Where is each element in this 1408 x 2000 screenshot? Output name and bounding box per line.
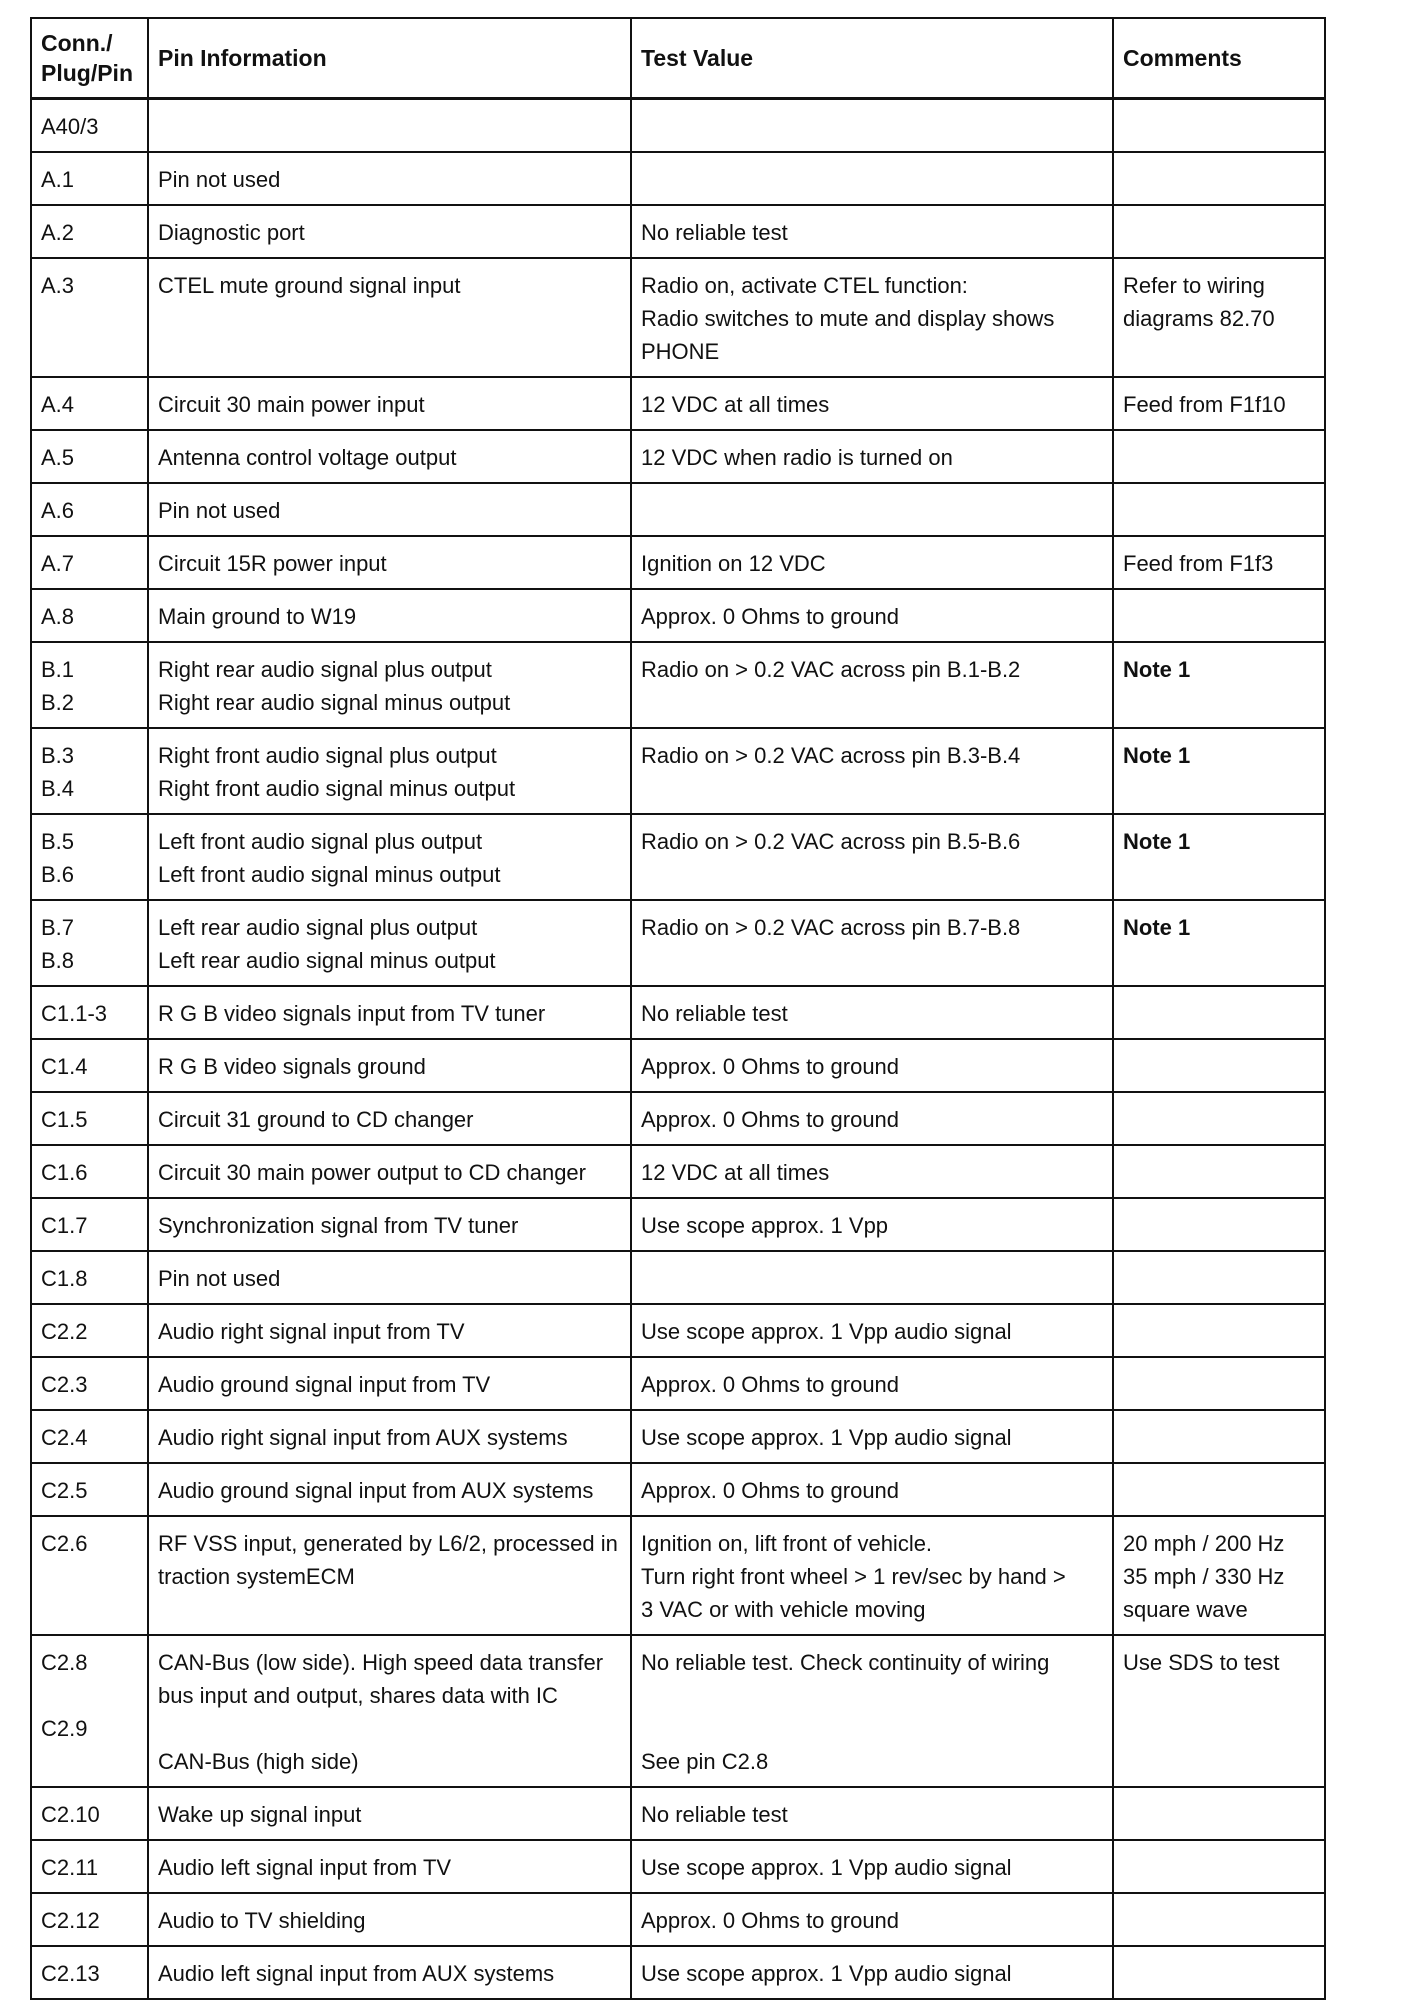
cell-pin-information xyxy=(148,1357,631,1410)
cell-pin-information-line: Antenna control voltage output xyxy=(158,445,457,470)
table-row xyxy=(31,1145,1325,1198)
cell-conn-pin xyxy=(31,377,148,430)
cell-comments-line xyxy=(1123,216,1316,249)
cell-pin-information-line xyxy=(158,110,622,143)
cell-test-value xyxy=(631,152,1113,205)
cell-pin-information-line: Audio left signal input from TV xyxy=(158,1855,452,1880)
cell-conn-pin-line: C1.8 xyxy=(41,1266,88,1291)
cell-pin-information-line: Wake up signal input xyxy=(158,1802,362,1827)
header-conn-line-1: Conn./ xyxy=(41,30,113,56)
cell-comments xyxy=(1113,1840,1325,1893)
cell-test-value xyxy=(631,1463,1113,1516)
table-row xyxy=(31,536,1325,589)
cell-pin-information-line: Circuit 31 ground to CD changer xyxy=(158,1107,474,1132)
header-test-value: Test Value xyxy=(631,18,1113,99)
cell-test-value-line: Radio on > 0.2 VAC across pin B.3-B.4 xyxy=(641,743,1021,768)
cell-test-value-line: No reliable test xyxy=(641,1001,788,1026)
cell-pin-information xyxy=(148,1039,631,1092)
cell-pin-information xyxy=(148,430,631,483)
cell-pin-information-line: R G B video signals input from TV tuner xyxy=(158,1001,546,1026)
cell-comments-line xyxy=(1123,110,1316,143)
cell-comments xyxy=(1113,377,1325,430)
cell-comments-line xyxy=(1123,1103,1316,1136)
cell-pin-information-line: Main ground to W19 xyxy=(158,604,357,629)
cell-conn-pin-line: C2.8 xyxy=(41,1650,88,1675)
cell-conn-pin-line: C1.7 xyxy=(41,1213,88,1238)
cell-comments-line: Use SDS to test xyxy=(1123,1650,1280,1675)
table-row xyxy=(31,152,1325,205)
cell-pin-information-line: Right front audio signal minus output xyxy=(158,776,516,801)
cell-test-value-line: Approx. 0 Ohms to ground xyxy=(641,1054,900,1079)
cell-comments xyxy=(1113,152,1325,205)
cell-test-value xyxy=(631,1893,1113,1946)
cell-conn-pin xyxy=(31,900,148,986)
table-row xyxy=(31,258,1325,377)
cell-test-value-line: No reliable test xyxy=(641,1802,788,1827)
cell-test-value xyxy=(631,1410,1113,1463)
cell-comments-line: Note 1 xyxy=(1123,743,1191,768)
cell-test-value xyxy=(631,814,1113,900)
table-row xyxy=(31,1251,1325,1304)
table-row xyxy=(31,377,1325,430)
cell-pin-information xyxy=(148,589,631,642)
cell-pin-information-line xyxy=(158,1712,622,1745)
cell-pin-information xyxy=(148,1840,631,1893)
cell-conn-pin-line: B.1 xyxy=(41,657,75,682)
cell-comments-line: Feed from F1f10 xyxy=(1123,392,1286,417)
cell-conn-pin xyxy=(31,1357,148,1410)
cell-test-value xyxy=(631,1198,1113,1251)
cell-test-value xyxy=(631,1357,1113,1410)
table-row xyxy=(31,900,1325,986)
cell-pin-information-line: Left front audio signal minus output xyxy=(158,862,501,887)
cell-conn-pin xyxy=(31,1840,148,1893)
cell-test-value-line: Use scope approx. 1 Vpp audio signal xyxy=(641,1855,1012,1880)
table-row xyxy=(31,1092,1325,1145)
header-pin-information: Pin Information xyxy=(148,18,631,99)
cell-conn-pin-line: B.3 xyxy=(41,743,75,768)
cell-comments xyxy=(1113,483,1325,536)
cell-conn-pin xyxy=(31,986,148,1039)
cell-test-value-line: Approx. 0 Ohms to ground xyxy=(641,1478,900,1503)
cell-pin-information-line: Audio left signal input from AUX systems xyxy=(158,1961,555,1986)
cell-test-value-line xyxy=(641,1679,1104,1712)
cell-pin-information-line: Right front audio signal plus output xyxy=(158,743,497,768)
table-row xyxy=(31,814,1325,900)
cell-comments xyxy=(1113,205,1325,258)
cell-comments-line: 20 mph / 200 Hz xyxy=(1123,1531,1285,1556)
cell-comments xyxy=(1113,1092,1325,1145)
cell-test-value-line: Approx. 0 Ohms to ground xyxy=(641,1107,900,1132)
cell-pin-information xyxy=(148,1516,631,1635)
cell-test-value xyxy=(631,1946,1113,1999)
cell-test-value-line: 12 VDC when radio is turned on xyxy=(641,445,953,470)
cell-pin-information xyxy=(148,536,631,589)
cell-pin-information-line: Left rear audio signal minus output xyxy=(158,948,496,973)
cell-comments xyxy=(1113,1787,1325,1840)
table-row xyxy=(31,1635,1325,1787)
cell-pin-information xyxy=(148,205,631,258)
cell-comments-line xyxy=(1123,1904,1316,1937)
cell-pin-information xyxy=(148,986,631,1039)
cell-pin-information xyxy=(148,1198,631,1251)
cell-conn-pin-line: A.2 xyxy=(41,220,75,245)
cell-comments xyxy=(1113,258,1325,377)
cell-pin-information xyxy=(148,900,631,986)
cell-pin-information-line: Audio right signal input from TV xyxy=(158,1319,465,1344)
cell-comments-line: Feed from F1f3 xyxy=(1123,551,1274,576)
cell-comments-line xyxy=(1123,1368,1316,1401)
cell-pin-information xyxy=(148,1145,631,1198)
cell-conn-pin-line: B.8 xyxy=(41,948,75,973)
cell-test-value-line: No reliable test xyxy=(641,220,788,245)
cell-comments-line xyxy=(1123,1957,1316,1990)
cell-comments xyxy=(1113,1304,1325,1357)
cell-comments xyxy=(1113,814,1325,900)
table-row xyxy=(31,1787,1325,1840)
table-row xyxy=(31,1463,1325,1516)
cell-pin-information xyxy=(148,483,631,536)
cell-test-value xyxy=(631,1251,1113,1304)
cell-conn-pin xyxy=(31,99,148,153)
table-row xyxy=(31,99,1325,153)
cell-conn-pin xyxy=(31,483,148,536)
cell-test-value xyxy=(631,430,1113,483)
cell-comments-line xyxy=(1123,494,1316,527)
cell-conn-pin-line: C2.4 xyxy=(41,1425,88,1450)
cell-conn-pin xyxy=(31,1635,148,1787)
cell-conn-pin-line: B.4 xyxy=(41,776,75,801)
cell-conn-pin-line: A40/3 xyxy=(41,114,99,139)
table-row xyxy=(31,1893,1325,1946)
cell-conn-pin-line: B.2 xyxy=(41,690,75,715)
cell-conn-pin xyxy=(31,728,148,814)
cell-comments-line xyxy=(1123,997,1316,1030)
cell-pin-information-line: Circuit 30 main power input xyxy=(158,392,425,417)
cell-test-value xyxy=(631,728,1113,814)
cell-conn-pin xyxy=(31,152,148,205)
header-conn-plug-pin xyxy=(31,18,148,99)
header-comments: Comments xyxy=(1113,18,1325,99)
cell-conn-pin xyxy=(31,1946,148,1999)
cell-pin-information-line: CAN-Bus (low side). High speed data transfer xyxy=(158,1650,604,1675)
cell-pin-information xyxy=(148,1092,631,1145)
cell-test-value-line: Radio on, activate CTEL function: xyxy=(641,273,968,298)
cell-pin-information-line: traction systemECM xyxy=(158,1564,355,1589)
table-header-row xyxy=(31,18,1325,99)
cell-conn-pin-line: C1.4 xyxy=(41,1054,88,1079)
cell-pin-information xyxy=(148,1787,631,1840)
cell-pin-information xyxy=(148,642,631,728)
cell-conn-pin xyxy=(31,814,148,900)
cell-pin-information-line: Audio ground signal input from TV xyxy=(158,1372,491,1397)
cell-test-value xyxy=(631,642,1113,728)
cell-comments xyxy=(1113,1635,1325,1787)
cell-conn-pin xyxy=(31,1893,148,1946)
cell-comments xyxy=(1113,1357,1325,1410)
cell-conn-pin-line: C2.2 xyxy=(41,1319,88,1344)
cell-conn-pin xyxy=(31,1039,148,1092)
cell-test-value-line xyxy=(641,1262,1104,1295)
cell-pin-information-line: RF VSS input, generated by L6/2, processed in xyxy=(158,1531,618,1556)
cell-pin-information-line: Left front audio signal plus output xyxy=(158,829,483,854)
cell-comments-line xyxy=(1123,1798,1316,1831)
table-row xyxy=(31,1357,1325,1410)
cell-test-value xyxy=(631,536,1113,589)
cell-conn-pin-line: C2.13 xyxy=(41,1961,100,1986)
cell-conn-pin-line: C2.11 xyxy=(41,1855,99,1880)
cell-pin-information-line: Audio to TV shielding xyxy=(158,1908,366,1933)
cell-test-value-line: Approx. 0 Ohms to ground xyxy=(641,1372,900,1397)
cell-pin-information xyxy=(148,258,631,377)
cell-conn-pin xyxy=(31,205,148,258)
cell-comments xyxy=(1113,1463,1325,1516)
table-row xyxy=(31,205,1325,258)
cell-pin-information xyxy=(148,1410,631,1463)
cell-conn-pin-line: A.3 xyxy=(41,273,75,298)
cell-pin-information-line: Synchronization signal from TV tuner xyxy=(158,1213,519,1238)
cell-conn-pin-line: B.5 xyxy=(41,829,75,854)
cell-test-value-line: Radio on > 0.2 VAC across pin B.5-B.6 xyxy=(641,829,1021,854)
cell-conn-pin-line: A.6 xyxy=(41,498,75,523)
cell-pin-information-line: Right rear audio signal plus output xyxy=(158,657,492,682)
cell-test-value xyxy=(631,900,1113,986)
cell-test-value-line xyxy=(641,110,1104,143)
cell-test-value-line: Radio on > 0.2 VAC across pin B.1-B.2 xyxy=(641,657,1021,682)
cell-conn-pin-line: C1.1-3 xyxy=(41,1001,108,1026)
cell-comments-line: Note 1 xyxy=(1123,657,1191,682)
cell-test-value xyxy=(631,1635,1113,1787)
cell-test-value-line xyxy=(641,163,1104,196)
cell-pin-information xyxy=(148,1463,631,1516)
table-row xyxy=(31,1198,1325,1251)
cell-comments xyxy=(1113,986,1325,1039)
cell-pin-information xyxy=(148,99,631,153)
cell-comments-line xyxy=(1123,600,1316,633)
cell-comments-line xyxy=(1123,1315,1316,1348)
cell-pin-information-line: Pin not used xyxy=(158,498,281,523)
cell-test-value-line: Turn right front wheel > 1 rev/sec by hand > xyxy=(641,1564,1066,1589)
cell-pin-information-line: Audio ground signal input from AUX systems xyxy=(158,1478,594,1503)
cell-conn-pin-line: C2.5 xyxy=(41,1478,88,1503)
cell-comments xyxy=(1113,1145,1325,1198)
cell-pin-information-line: CAN-Bus (high side) xyxy=(158,1749,359,1774)
cell-conn-pin-line: C2.9 xyxy=(41,1716,88,1741)
cell-conn-pin xyxy=(31,589,148,642)
cell-conn-pin xyxy=(31,1145,148,1198)
cell-pin-information-line: Pin not used xyxy=(158,1266,281,1291)
cell-pin-information-line: R G B video signals ground xyxy=(158,1054,426,1079)
cell-test-value-line: Use scope approx. 1 Vpp xyxy=(641,1213,889,1238)
cell-conn-pin-line: A.4 xyxy=(41,392,75,417)
cell-test-value xyxy=(631,589,1113,642)
cell-test-value xyxy=(631,205,1113,258)
cell-conn-pin xyxy=(31,1092,148,1145)
cell-conn-pin xyxy=(31,1787,148,1840)
cell-test-value xyxy=(631,1092,1113,1145)
cell-test-value-line: See pin C2.8 xyxy=(641,1749,769,1774)
cell-test-value-line: Use scope approx. 1 Vpp audio signal xyxy=(641,1319,1012,1344)
cell-conn-pin-line: C1.6 xyxy=(41,1160,88,1185)
cell-conn-pin xyxy=(31,1198,148,1251)
cell-conn-pin-line: C1.5 xyxy=(41,1107,88,1132)
cell-comments xyxy=(1113,1039,1325,1092)
cell-conn-pin xyxy=(31,430,148,483)
cell-comments-line: Note 1 xyxy=(1123,915,1191,940)
cell-conn-pin xyxy=(31,642,148,728)
cell-comments-line: diagrams 82.70 xyxy=(1123,306,1275,331)
cell-conn-pin-line xyxy=(41,1679,139,1712)
cell-test-value xyxy=(631,1145,1113,1198)
cell-test-value xyxy=(631,99,1113,153)
cell-pin-information xyxy=(148,1304,631,1357)
cell-conn-pin xyxy=(31,1516,148,1635)
cell-comments xyxy=(1113,728,1325,814)
cell-comments-line xyxy=(1123,1262,1316,1295)
cell-comments xyxy=(1113,1410,1325,1463)
cell-comments xyxy=(1113,589,1325,642)
cell-test-value-line: PHONE xyxy=(641,339,720,364)
cell-conn-pin-line: B.6 xyxy=(41,862,75,887)
table-row xyxy=(31,430,1325,483)
cell-comments-line xyxy=(1123,1421,1316,1454)
cell-conn-pin-line: A.5 xyxy=(41,445,75,470)
cell-comments-line xyxy=(1123,1474,1316,1507)
cell-conn-pin xyxy=(31,1304,148,1357)
cell-test-value xyxy=(631,1039,1113,1092)
cell-comments-line xyxy=(1123,1156,1316,1189)
cell-comments-line xyxy=(1123,441,1316,474)
cell-test-value xyxy=(631,377,1113,430)
cell-comments-line xyxy=(1123,163,1316,196)
cell-conn-pin xyxy=(31,258,148,377)
cell-pin-information xyxy=(148,1946,631,1999)
cell-conn-pin-line: A.1 xyxy=(41,167,75,192)
table-row xyxy=(31,483,1325,536)
cell-conn-pin xyxy=(31,1251,148,1304)
cell-conn-pin xyxy=(31,536,148,589)
table-row xyxy=(31,1840,1325,1893)
cell-test-value-line: Ignition on, lift front of vehicle. xyxy=(641,1531,933,1556)
table-row xyxy=(31,642,1325,728)
cell-test-value-line: 12 VDC at all times xyxy=(641,392,830,417)
cell-conn-pin xyxy=(31,1410,148,1463)
cell-comments xyxy=(1113,1198,1325,1251)
cell-conn-pin-line: C2.12 xyxy=(41,1908,100,1933)
cell-test-value xyxy=(631,986,1113,1039)
cell-conn-pin-line: C2.3 xyxy=(41,1372,88,1397)
cell-comments xyxy=(1113,1893,1325,1946)
cell-test-value xyxy=(631,1840,1113,1893)
cell-comments xyxy=(1113,99,1325,153)
table-row xyxy=(31,589,1325,642)
cell-test-value xyxy=(631,483,1113,536)
cell-test-value-line: Use scope approx. 1 Vpp audio signal xyxy=(641,1425,1012,1450)
cell-test-value xyxy=(631,1304,1113,1357)
cell-pin-information-line: Audio right signal input from AUX systems xyxy=(158,1425,568,1450)
cell-pin-information xyxy=(148,1251,631,1304)
header-conn-line-2: Plug/Pin xyxy=(41,60,133,86)
cell-comments-line xyxy=(1123,1050,1316,1083)
cell-comments xyxy=(1113,642,1325,728)
cell-comments xyxy=(1113,430,1325,483)
table-row xyxy=(31,1304,1325,1357)
cell-pin-information xyxy=(148,728,631,814)
cell-test-value-line: Use scope approx. 1 Vpp audio signal xyxy=(641,1961,1012,1986)
pin-information-table xyxy=(30,17,1326,2000)
cell-test-value-line: Radio on > 0.2 VAC across pin B.7-B.8 xyxy=(641,915,1021,940)
cell-test-value-line: Approx. 0 Ohms to ground xyxy=(641,604,900,629)
cell-test-value-line: 12 VDC at all times xyxy=(641,1160,830,1185)
table-row xyxy=(31,1946,1325,1999)
table-row xyxy=(31,1410,1325,1463)
cell-conn-pin-line: C2.6 xyxy=(41,1531,88,1556)
cell-conn-pin-line: A.7 xyxy=(41,551,75,576)
table-row xyxy=(31,986,1325,1039)
cell-pin-information xyxy=(148,1893,631,1946)
cell-pin-information-line: CTEL mute ground signal input xyxy=(158,273,461,298)
cell-test-value xyxy=(631,1516,1113,1635)
cell-comments-line: 35 mph / 330 Hz xyxy=(1123,1564,1285,1589)
cell-comments xyxy=(1113,1516,1325,1635)
cell-pin-information-line: Left rear audio signal plus output xyxy=(158,915,478,940)
cell-pin-information xyxy=(148,377,631,430)
cell-comments-line: Note 1 xyxy=(1123,829,1191,854)
cell-pin-information-line: Circuit 15R power input xyxy=(158,551,387,576)
cell-test-value-line: Approx. 0 Ohms to ground xyxy=(641,1908,900,1933)
cell-test-value-line xyxy=(641,494,1104,527)
cell-conn-pin-line: B.7 xyxy=(41,915,75,940)
cell-comments-line xyxy=(1123,1209,1316,1242)
cell-comments-line xyxy=(1123,1851,1316,1884)
cell-test-value-line: 3 VAC or with vehicle moving xyxy=(641,1597,926,1622)
cell-comments xyxy=(1113,1251,1325,1304)
cell-conn-pin-line: C2.10 xyxy=(41,1802,100,1827)
cell-test-value xyxy=(631,258,1113,377)
cell-test-value-line: Ignition on 12 VDC xyxy=(641,551,826,576)
cell-conn-pin-line: A.8 xyxy=(41,604,75,629)
cell-comments xyxy=(1113,536,1325,589)
cell-pin-information xyxy=(148,152,631,205)
cell-pin-information-line: bus input and output, shares data with IC xyxy=(158,1683,558,1708)
cell-test-value xyxy=(631,1787,1113,1840)
cell-pin-information-line: Circuit 30 main power output to CD changer xyxy=(158,1160,586,1185)
cell-comments-line: Refer to wiring xyxy=(1123,273,1265,298)
cell-pin-information-line: Diagnostic port xyxy=(158,220,305,245)
cell-pin-information-line: Pin not used xyxy=(158,167,281,192)
table-row xyxy=(31,1516,1325,1635)
table-body xyxy=(31,99,1325,2000)
cell-test-value-line: Radio switches to mute and display shows xyxy=(641,306,1055,331)
cell-test-value-line xyxy=(641,1712,1104,1745)
cell-conn-pin xyxy=(31,1463,148,1516)
table-row xyxy=(31,728,1325,814)
cell-test-value-line: No reliable test. Check continuity of wiring xyxy=(641,1650,1050,1675)
cell-comments-line: square wave xyxy=(1123,1597,1248,1622)
cell-pin-information xyxy=(148,1635,631,1787)
cell-pin-information-line: Right rear audio signal minus output xyxy=(158,690,511,715)
cell-pin-information xyxy=(148,814,631,900)
cell-comments xyxy=(1113,900,1325,986)
table-row xyxy=(31,1039,1325,1092)
cell-comments xyxy=(1113,1946,1325,1999)
